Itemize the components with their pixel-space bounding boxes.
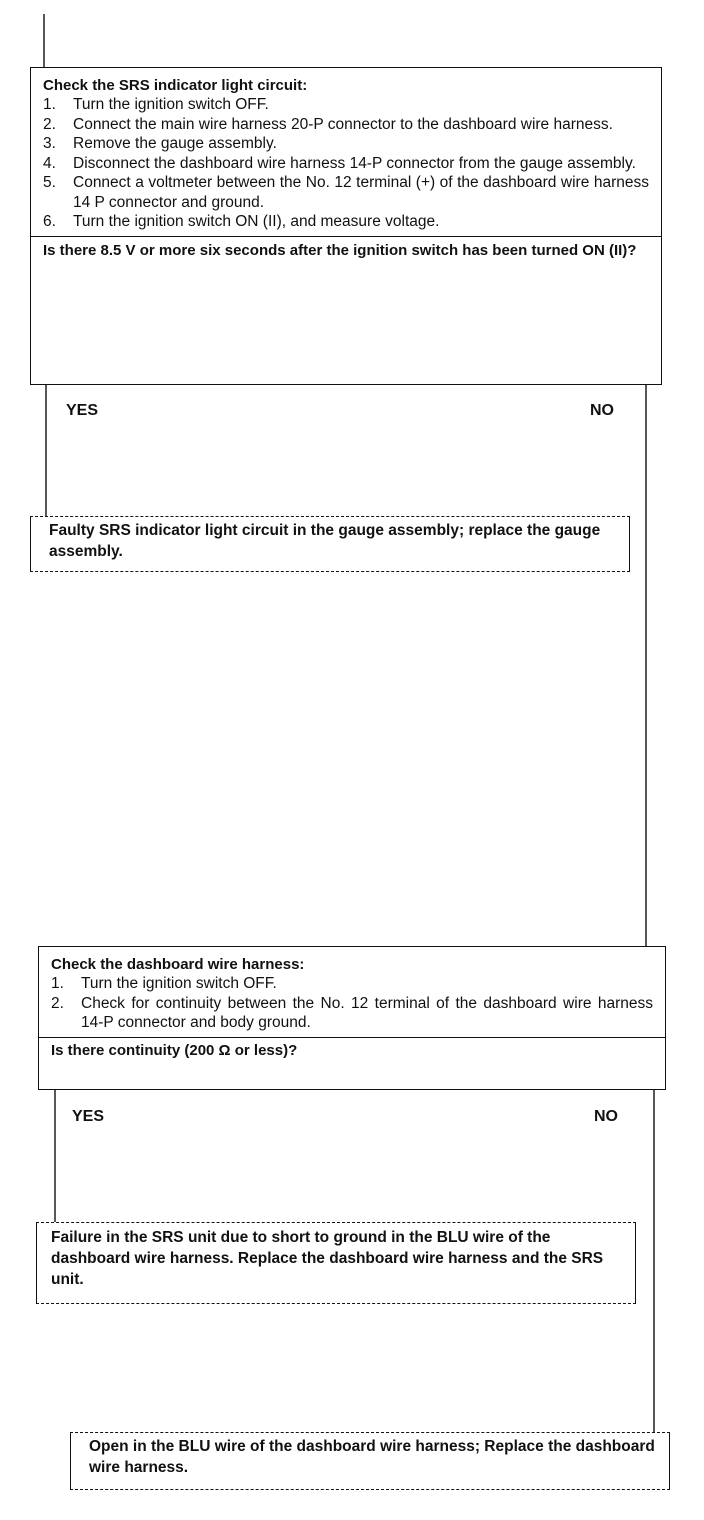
indicator-check-steps [43,95,649,232]
step-item: 6. Turn the ignition switch ON (II), and measure voltage. [43,213,440,230]
no-label-2: NO [594,1108,618,1125]
yes-label-1: YES [66,402,99,419]
step-item: 2. Connect the main wire harness 20-P connector to the dashboard wire harness. [43,115,613,133]
indicator-check-title: Check the SRS indicator light circuit: [43,77,308,94]
step-item: 1. Turn the ignition switch OFF. [43,96,269,113]
step-item: 5. Connect a voltmeter between the No. 12 terminal (+) of the dashboard wire harness 14 P connector and ground. [43,174,649,211]
indicator-voltage-question: Is there 8.5 V or more six seconds after the ignition switch has been turned ON (II)? [31,236,661,260]
yes-label-2: YES [72,1108,105,1125]
step-item: 2. Check for continuity between the No. 12 terminal of the dashboard wire harness 14-P connector and body ground. [51,994,653,1031]
replace-harness-and-srs-unit-box: Failure in the SRS unit due to short to ground in the BLU wire of the dashboard wire harness. Replace the dashboard wire harness and the SRS unit. [36,1222,636,1304]
step-item: 4. Disconnect the dashboard wire harness 14-P connector from the gauge assembly. [43,154,636,172]
continuity-question: Is there continuity (200 Ω or less)? [39,1037,665,1060]
indicator-check-box [30,67,662,385]
no-label-1: NO [590,402,614,419]
dashboard-harness-check-title: Check the dashboard wire harness: [51,956,305,973]
step-item: 3. Remove the gauge assembly. [43,135,277,152]
step-item: 1. Turn the ignition switch OFF. [51,975,277,992]
dashboard-harness-check-box [38,946,666,1090]
replace-gauge-result-box: Faulty SRS indicator light circuit in the gauge assembly; replace the gauge assembly. [30,516,630,572]
dashboard-harness-check-steps [51,974,653,1033]
replace-harness-result-box: Open in the BLU wire of the dashboard wire harness; Replace the dashboard wire harness. [70,1432,670,1490]
